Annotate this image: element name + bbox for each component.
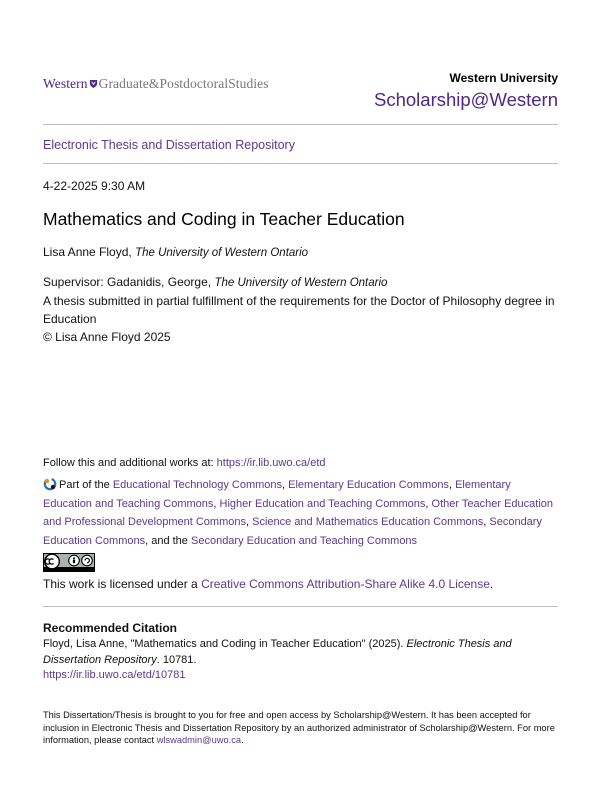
license-prefix: This work is licensed under a bbox=[43, 577, 198, 591]
license-line bbox=[43, 577, 493, 591]
thesis-title: Mathematics and Coding in Teacher Education bbox=[43, 209, 405, 229]
brand-western-text: Western bbox=[43, 76, 88, 91]
author-line bbox=[43, 245, 308, 259]
follow-text: Follow this and additional works at: bbox=[43, 457, 214, 469]
footer-text: This Dissertation/Thesis is brought to you for free and open access by Scholarship@Western. It has been accepted for inclusion in Electronic Thesis and Dissertation Repository by an authorized administrator of Scholarship@Western. For more information, please contact bbox=[43, 710, 555, 745]
repository-link[interactable]: Electronic Thesis and Dissertation Repository bbox=[43, 138, 295, 152]
western-crest-icon bbox=[89, 79, 98, 89]
divider bbox=[43, 606, 558, 607]
divider bbox=[43, 163, 558, 164]
footer-end: . bbox=[241, 735, 244, 745]
cc-by-sa-badge-icon[interactable] bbox=[43, 553, 95, 572]
western-gps-logo[interactable] bbox=[43, 76, 269, 92]
divider bbox=[43, 124, 558, 125]
commons-link[interactable]: Educational Technology Commons bbox=[112, 479, 283, 491]
commons-link[interactable]: Other Teacher Education and Professional Development Commons bbox=[43, 497, 554, 529]
citation-block bbox=[43, 637, 563, 684]
separator: , bbox=[213, 497, 217, 510]
supervisor-label: Supervisor: Gadanidis, George, bbox=[43, 275, 212, 289]
license-suffix: . bbox=[489, 577, 494, 591]
citation-url-link[interactable]: https://ir.lib.uwo.ca/etd/10781 bbox=[43, 669, 186, 681]
commons-link[interactable]: Elementary Education and Teaching Commons bbox=[43, 479, 511, 510]
degree-statement: A thesis submitted in partial fulfillment of the requirements for the Doctor of Philosophy degree in Education bbox=[43, 294, 555, 326]
supervisor-line bbox=[43, 273, 563, 292]
commons-link[interactable]: Science and Mathematics Education Commons bbox=[252, 516, 484, 529]
separator: , bbox=[448, 479, 452, 491]
commons-link[interactable]: Higher Education and Teaching Commons bbox=[219, 497, 426, 510]
separator: , bbox=[483, 516, 487, 529]
supervisor-affiliation: The University of Western Ontario bbox=[214, 277, 388, 289]
citation-text: Floyd, Lisa Anne, "Mathematics and Coding in Teacher Education" (2025). bbox=[43, 638, 404, 650]
separator: , bbox=[282, 479, 286, 491]
separator: , bbox=[425, 497, 429, 510]
university-name: Western University bbox=[449, 71, 558, 85]
commons-link[interactable]: Secondary Education and Teaching Commons bbox=[191, 534, 418, 547]
commons-link[interactable]: Secondary Education Commons bbox=[43, 516, 542, 547]
author-affiliation: The University of Western Ontario bbox=[135, 247, 309, 259]
follow-line bbox=[43, 457, 326, 469]
network-commons-icon bbox=[43, 477, 57, 491]
commons-link[interactable]: Elementary Education Commons bbox=[288, 479, 449, 491]
copyright-line: © Lisa Anne Floyd 2025 bbox=[43, 330, 171, 344]
author-name: Lisa Anne Floyd, bbox=[43, 245, 132, 259]
separator: , bbox=[246, 516, 250, 529]
etd-url-link[interactable]: https://ir.lib.uwo.ca/etd bbox=[216, 457, 326, 469]
contact-email-link[interactable]: wlswadmin@uwo.ca bbox=[156, 735, 242, 745]
and-the-text: , and the bbox=[145, 534, 188, 547]
defense-date: 4-22-2025 9:30 AM bbox=[43, 179, 146, 193]
access-statement bbox=[43, 709, 563, 747]
license-link[interactable]: Creative Commons Attribution-Share Alike 4.0 License bbox=[201, 577, 490, 591]
citation-number: . 10781. bbox=[156, 653, 197, 666]
part-of-commons bbox=[43, 476, 558, 550]
recommended-citation-heading: Recommended Citation bbox=[43, 621, 178, 635]
brand-gps-text: Graduate&PostdoctoralStudies bbox=[98, 76, 269, 91]
scholarship-western-link[interactable]: Scholarship@Western bbox=[374, 89, 558, 110]
citation-journal: Electronic Thesis and Dissertation Repository bbox=[43, 638, 512, 666]
thesis-info bbox=[43, 273, 563, 346]
part-of-prefix: Part of the bbox=[59, 479, 110, 491]
